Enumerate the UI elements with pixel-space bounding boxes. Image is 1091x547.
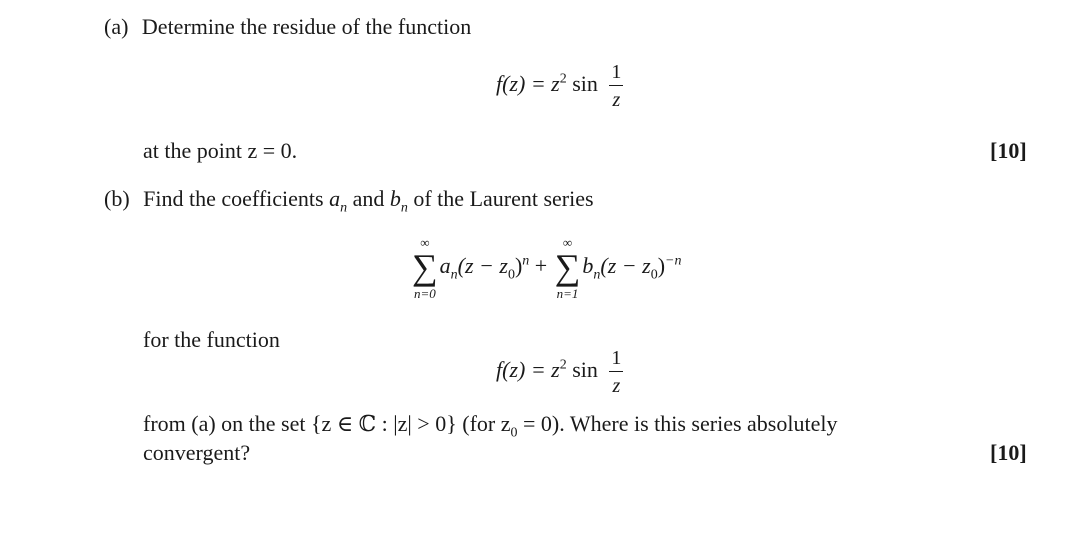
for-the-function: for the function bbox=[143, 327, 280, 352]
part-b-label: (b) bbox=[104, 186, 130, 211]
formula-exponent: 2 bbox=[559, 71, 567, 87]
formula-exponent: 2 bbox=[559, 357, 567, 373]
part-a-condition: at the point z = 0. bbox=[143, 138, 298, 163]
fraction-denominator: z bbox=[612, 89, 621, 111]
term-2-exp: −n bbox=[665, 253, 682, 269]
part-a-marks: [10] bbox=[990, 138, 1027, 163]
coef-a-sub: n bbox=[340, 200, 348, 216]
sum-2-lower: n=1 bbox=[556, 286, 579, 301]
coef-a: a bbox=[329, 186, 341, 211]
part-b-prefix: Find the coefficients bbox=[143, 186, 330, 211]
part-a-question bbox=[104, 14, 471, 40]
term-1-close: ) bbox=[514, 253, 523, 279]
term-1-rest: (z − z bbox=[457, 253, 508, 279]
set-text-2: = 0). Where is this series absolutely bbox=[517, 411, 838, 436]
coef-b: b bbox=[389, 186, 401, 211]
formula-lhs: f(z) = z bbox=[496, 357, 560, 383]
fraction-denominator: z bbox=[612, 375, 621, 397]
term-2-rest: (z − z bbox=[600, 253, 651, 279]
sum-1-sigma: ∑ bbox=[412, 247, 438, 287]
set-z0-sub: 0 bbox=[510, 425, 518, 441]
fraction-numerator: 1 bbox=[609, 62, 623, 86]
and-word: and bbox=[347, 186, 390, 211]
sum-1-lower: n=0 bbox=[413, 286, 436, 301]
formula-func: sin bbox=[566, 71, 598, 97]
fraction-numerator: 1 bbox=[609, 348, 623, 372]
laurent-series bbox=[410, 236, 681, 300]
convergent-question: convergent? bbox=[143, 440, 251, 465]
formula-func: sin bbox=[566, 357, 598, 383]
part-a-label: (a) bbox=[104, 14, 129, 39]
term-1-sub: n bbox=[450, 267, 458, 283]
sum-1-upper: ∞ bbox=[420, 235, 430, 250]
term-1-z0-sub: 0 bbox=[507, 267, 515, 283]
sum-2-upper: ∞ bbox=[562, 235, 573, 250]
part-a-formula bbox=[496, 62, 623, 110]
formula-lhs: f(z) = z bbox=[496, 71, 560, 97]
term-1: a bbox=[439, 253, 451, 279]
term-2-close: ) bbox=[657, 253, 666, 279]
formula-fraction bbox=[609, 62, 623, 110]
set-description bbox=[143, 411, 837, 441]
plus-sign: + bbox=[529, 253, 553, 279]
part-a-text: Determine the residue of the function bbox=[141, 14, 472, 39]
sum-2 bbox=[555, 236, 581, 300]
sum-2-sigma: ∑ bbox=[554, 247, 581, 287]
term-2-z0-sub: 0 bbox=[650, 267, 658, 283]
part-b-marks: [10] bbox=[990, 440, 1027, 465]
part-b-formula bbox=[496, 348, 623, 396]
part-b-suffix: of the Laurent series bbox=[407, 186, 594, 211]
term-2-sub: n bbox=[593, 267, 601, 283]
term-2: b bbox=[582, 253, 594, 279]
formula-fraction bbox=[609, 348, 623, 396]
part-b-question bbox=[104, 186, 594, 216]
coef-b-sub: n bbox=[400, 200, 408, 216]
set-text-1: from (a) on the set {z ∈ ℂ : |z| > 0} (for z bbox=[143, 411, 511, 436]
sum-1 bbox=[412, 236, 438, 300]
term-1-exp: n bbox=[522, 253, 530, 269]
